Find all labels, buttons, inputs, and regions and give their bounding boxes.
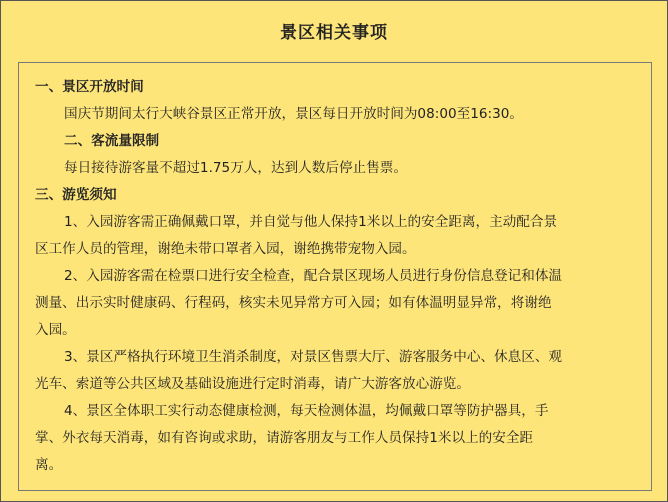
visit-note-4-line-2: 掌、外衣每天消毒，如有咨询或求助，请游客朋友与工作人员保持1米以上的安全距 [35, 430, 534, 446]
visit-note-4-line-1: 4、景区全体职工实行动态健康检测，每天检测体温，均佩戴口罩等防护器具，手 [64, 403, 549, 419]
visit-note-3-line-1: 3、景区严格执行环境卫生消杀制度，对景区售票大厅、游客服务中心、休息区、观 [64, 349, 563, 365]
notice-body [18, 62, 652, 491]
section-heading-visit-notes: 三、游览须知 [35, 187, 117, 203]
visit-note-4-line-3: 离。 [35, 457, 63, 473]
visit-note-2-line-1: 2、入园游客需在检票口进行安全检查，配合景区现场人员进行身份信息登记和体温 [64, 268, 563, 284]
visit-note-1-line-1: 1、入园游客需正确佩戴口罩，并自觉与他人保持1米以上的安全距离，主动配合景 [64, 214, 558, 230]
notice-title: 景区相关事项 [280, 23, 388, 43]
visitor-limit-text: 每日接待游客量不超过1.75万人，达到人数后停止售票。 [64, 160, 407, 176]
visit-note-3-line-2: 光车、索道等公共区域及基础设施进行定时消毒，请广大游客放心游览。 [35, 376, 470, 392]
visit-note-2-line-2: 测量、出示实时健康码、行程码，核实未见异常方可入园；如有体温明显异常，将谢绝 [35, 295, 552, 311]
visit-note-2-line-3: 入园。 [35, 322, 76, 338]
visit-note-1-line-2: 区工作人员的管理，谢绝未带口罩者入园，谢绝携带宠物入园。 [35, 241, 416, 257]
section-heading-visitor-limit: 二、客流量限制 [64, 133, 160, 149]
section-heading-opening-hours: 一、景区开放时间 [35, 79, 144, 95]
opening-hours-text: 国庆节期间太行大峡谷景区正常开放，景区每日开放时间为08:00至16:30。 [64, 106, 523, 122]
